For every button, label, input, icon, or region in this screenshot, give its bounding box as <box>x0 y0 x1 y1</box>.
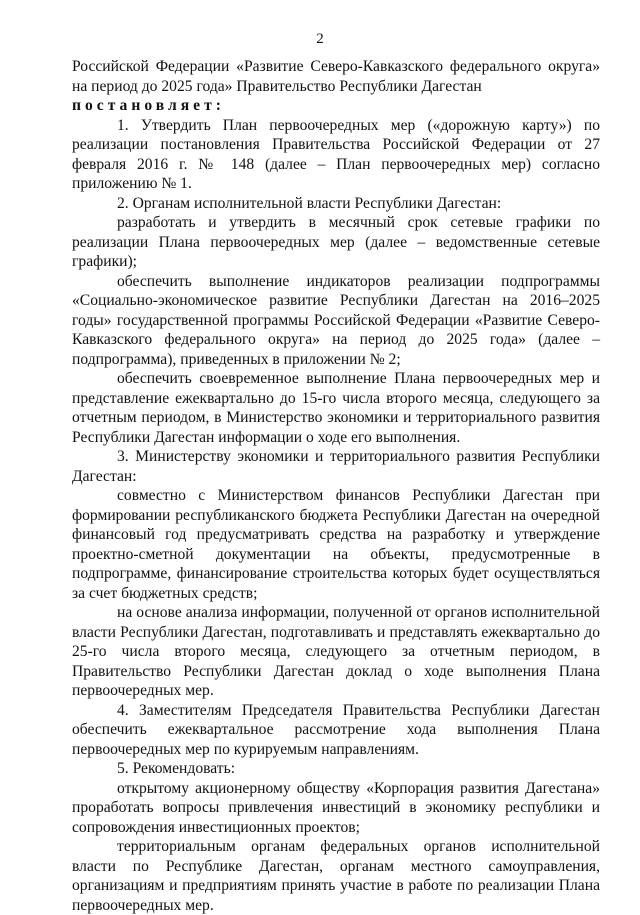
paragraph: разработать и утвердить в месячный срок сетевые графики по реализации Плана первоочередных мер (далее – ведомственные сетевые графики); <box>72 214 600 270</box>
paragraph: 2. Органам исполнительной власти Республики Дагестан: <box>117 194 502 212</box>
paragraph: открытому акционерному обществу «Корпорация развития Дагестана» проработать вопросы привлечения инвестиций в экономику республики и сопровождения инвестиционных проектов; <box>72 779 600 836</box>
paragraph: 5. Рекомендовать: <box>117 760 236 777</box>
paragraph: совместно с Министерством финансов Республики Дагестан при формировании республиканского бюджета Республики Дагестан на очередной финансовый год предусматривать средства на разработку и утверждение проектно-сметной документации на объекты, предусмотренные в подпрограмме, финансирование строительства которых будет осуществляться за счет бюджетных средств; <box>72 487 600 602</box>
paragraph: 1. Утвердить План первоочередных мер («дорожную карту») по реализации постановления Правительства Российской Федерации от 27 февраля 2016 г. № 148 (далее – План первоочередных мер) согласно приложению № 1. <box>72 116 600 192</box>
paragraph: 3. Министерству экономики и территориального развития Республики Дагестан: <box>72 448 600 485</box>
paragraph: Российской Федерации «Развитие Северо-Кавказского федерального округа» на период до 2025 года» Правительство Республики Дагестан <box>72 58 600 95</box>
paragraph: обеспечить выполнение индикаторов реализации подпрограммы «Социально-экономическое развитие Республики Дагестан на 2016–2025 годы» государственной программы Российской Федерации «Развитие Северо-Кавказского федерального округа» на период до 2025 года» (далее – подпрограмма), приведенных в приложении № 2; <box>72 272 600 368</box>
paragraph: на основе анализа информации, полученной от органов исполнительной власти Республики Дагестан, подготавливать и представлять ежеквартально до 25-го числа второго месяца, следующего за отчетным периодом, в Правительство Республики Дагестан доклад о ходе выполнения Плана первоочередных мер. <box>72 604 600 699</box>
paragraph: обеспечить своевременное выполнение Плана первоочередных мер и представление ежеквартально до 15-го числа второго месяца, следующего за отчетным периодом, в Министерство экономики и территориального развития Республики Дагестан информации о ходе его выполнения. <box>72 370 600 446</box>
resolves-heading: постановляет: <box>72 97 225 114</box>
paragraph: территориальным органам федеральных органов исполнительной власти по Республике Дагестан, органам местного самоуправления, организациям и предприятиям принять участие в работе по реализации Плана первоочередных мер. <box>72 838 600 914</box>
document-body <box>72 57 600 915</box>
page-number: 2 <box>316 31 324 47</box>
paragraph: 4. Заместителям Председателя Правительства Республики Дагестан обеспечить ежеквартальное рассмотрение хода выполнения Плана первоочередных мер по курируемым направлениям. <box>72 701 600 758</box>
